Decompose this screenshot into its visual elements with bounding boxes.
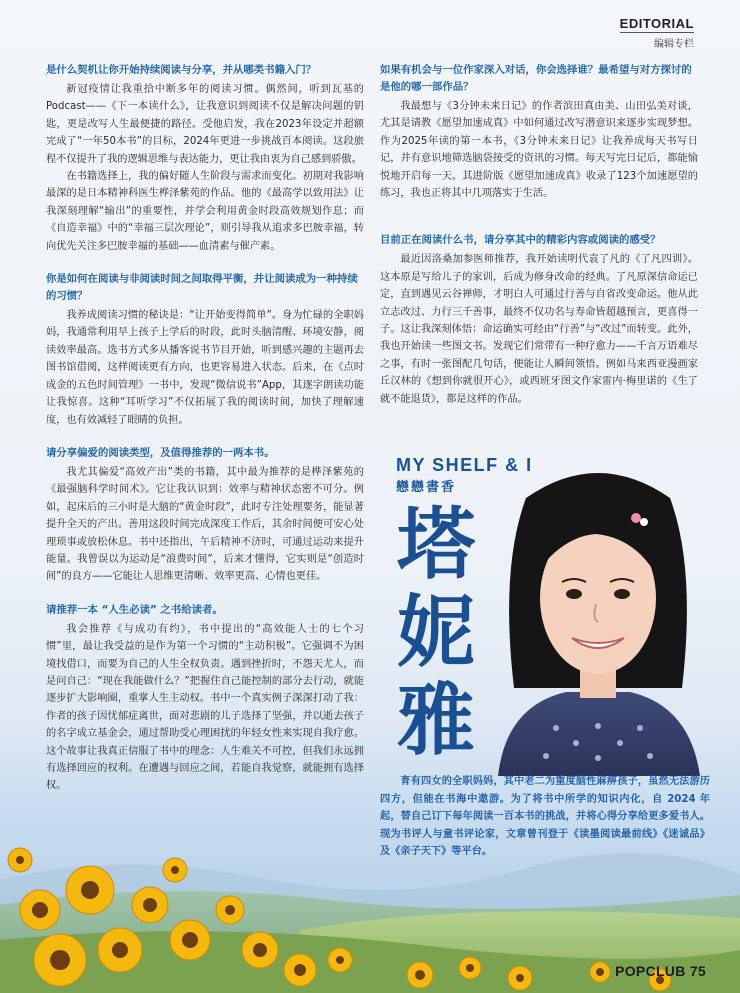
section-tag bbox=[620, 16, 694, 50]
qa-block bbox=[46, 445, 364, 586]
section-tag-english: EDITORIAL bbox=[619, 16, 694, 31]
qa-block bbox=[380, 62, 698, 202]
answer-paragraph: 我尤其偏爱“高效产出”类的书籍，其中最为推荐的是桦泽紫苑的《最强脑科学时间术》。它让我认识到：效率与精神状态密不可分。例如，起床后的三小时是大脑的“黄金时段”，此时专注处理要务，能显著提升全天的产出。善用这段时间完成深度工作后，其余时间便可安心处理琐事或放松休息。书中还指出，午后精神不济时，可通过运动来提升能量。我曾误以为运动是“浪费时间”，后来才懂得，它实则是“创造时间”的良方——它能让人思维更清晰、效率更高、心情也更佳。 bbox=[46, 466, 364, 583]
question-heading: 请推荐一本 “人生必读” 之书给读者。 bbox=[46, 603, 223, 616]
author-bio bbox=[380, 773, 710, 861]
answer-paragraph: 我会推荐《与成功有约》，书中提出的“高效能人士的七个习惯”里，最让我受益的是作为第一个习惯的“主动积极”。它强调不为困境找借口，而要为自己的人生全权负责。遇到挫折时，不怨天尤人，而是问自己：“现在我能做什么？”把握住自己能控制的部分去行动，就能逐步扩大影响圈，重掌人生主动权。书中一个真实例子深深打动了我：作者的孩子因忧郁症离世，面对悲剧的儿子选择了坚强，并以逝去孩子的名字成立基金会，通过帮助受心理困扰的年轻女性来实现自我疗愈。这个故事让我真正信服了书中的理念：人生难关不可控，但我们永远拥有选择回应的权利。在遭遇与回应之间，若能自我觉察，就能拥有选择权。 bbox=[46, 623, 364, 792]
left-column bbox=[46, 62, 364, 811]
column-subtitle: 戀戀書香 bbox=[396, 480, 457, 495]
right-column bbox=[380, 62, 698, 424]
qa-block bbox=[380, 232, 698, 408]
question-heading: 请分享偏爱的阅读类型，及值得推荐的一两本书。 bbox=[46, 446, 275, 459]
author-name-char: 妮 bbox=[396, 588, 475, 678]
answer-paragraph: 在书籍选择上，我的偏好随人生阶段与需求而变化。初期对我影响最深的是日本精神科医生桦泽紫苑的作品。他的《最高学以致用法》让我深刻理解“输出”的重要性，并学会利用黄金时段高效规划作息；而《自造幸福》中的“幸福三层次理论”，则引导我从追求多巴胺幸福，转向优先关注多巴胺幸福的基础——血清素与催产素。 bbox=[46, 171, 364, 252]
answer-paragraph: 新冠疫情让我重拾中断多年的阅读习惯。偶然间，听到瓦基的Podcast——《下一本读什么》，让我意识到阅读不仅是解决问题的钥匙，更是改写人生最便捷的路径。受他启发，我在2023年设定并超额完成了“一年50本书”的目标，2024年更进一步挑战百本阅读。这段旅程不仅提升了我的逻辑思维与表达能力，更让我由衷为自己感到骄傲。 bbox=[46, 84, 364, 165]
qa-block bbox=[46, 271, 364, 429]
question-heading: 目前正在阅读什么书，请分享其中的精彩内容或阅读的感受？ bbox=[380, 234, 661, 247]
author-bio-text: 育有四女的全职妈妈，其中老二为重度脑性麻痹孩子，虽然无法游历四方，但能在书海中遨游。为了将书中所学的知识内化，自 2024 年起，替自己订下每年阅读一百本书的挑战，并将心得分享给更多爱书人。现为书评人与童书评论家，文章曾刊登于《读墨阅读最前线》《迷诚品》及《亲子天下》等平台。 bbox=[380, 776, 710, 858]
page-footer: POPCLUB 75 bbox=[615, 963, 706, 979]
column-title: MY SHELF & I bbox=[396, 455, 533, 475]
author-name-char: 塔 bbox=[396, 500, 475, 590]
question-heading: 你是如何在阅读与非阅读时间之间取得平衡，并让阅读成为一种持续的习惯？ bbox=[46, 273, 358, 303]
section-tag-chinese: 编辑专栏 bbox=[654, 39, 694, 50]
author-portrait bbox=[486, 458, 710, 776]
answer-paragraph: 最近因洛桑加参医师推荐，我开始读明代袁了凡的《了凡四训》。这本原是写给儿子的家训，后成为修身改命的经典。了凡原深信命运已定，直到遇见云谷禅师，才明白人可通过行善与自省改变命运。他从此立志改过、力行三千善事，最终不仅功名与寿命皆超越预言，更喜得一子。这让我深刻体悟：命运确实可经由“行善”与“改过”而转变。此外，我也开始读一些图文书。发现它们常带有一种疗愈力——千言万语难尽之事，有时一张图配几句话，便能让人瞬间领悟。例如马来西亚漫画家丘汉林的《想到你就很开心》，或西班牙图文作家雷内·梅里诺的《生了就不能退货》，都是这样的作品。 bbox=[380, 254, 698, 405]
qa-block bbox=[46, 602, 364, 795]
question-heading: 如果有机会与一位作家深入对话，你会选择谁？最希望与对方探讨的是他的哪一部作品？ bbox=[380, 64, 692, 93]
author-name-char: 雅 bbox=[396, 676, 475, 766]
question-heading: 是什么契机让你开始持续阅读与分享，并从哪类书籍入门？ bbox=[46, 64, 317, 76]
answer-paragraph: 我最想与《3分钟未来日记》的作者滨田真由美、山田弘美对谈，尤其是请教《愿望加速成真》中如何通过改写潜意识来逐步实现梦想。作为2025年读的第一本书，《3分钟未来日记》让我养成每天书写日记，并有意识地筛选脑袋接受的资讯的习惯。每天写完日记后，都能愉悦地开启每一天。其进阶版《愿望加速成真》收录了123个加速愿望的练习，我也正将其中几项落实于生活。 bbox=[380, 101, 698, 200]
answer-paragraph: 我养成阅读习惯的秘诀是：“让开始变得简单”。身为忙碌的全职妈妈，我通常利用早上孩子上学后的时段，此时头脑清醒、环境安静，阅读效率最高。选书方式多从播客说书节目开始，听到感兴趣的主题再去图书馆借阅，这样阅读更有方向，也更容易进入状态。后来，在《点时成金的五色时间管理》一书中，发现“微信说书”App，其逐字朗读功能让我惊喜。这种“耳听学习”不仅拓展了我的阅读时间，加快了理解速度，也有效减轻了眼睛的负担。 bbox=[46, 310, 364, 426]
qa-block bbox=[46, 62, 364, 255]
